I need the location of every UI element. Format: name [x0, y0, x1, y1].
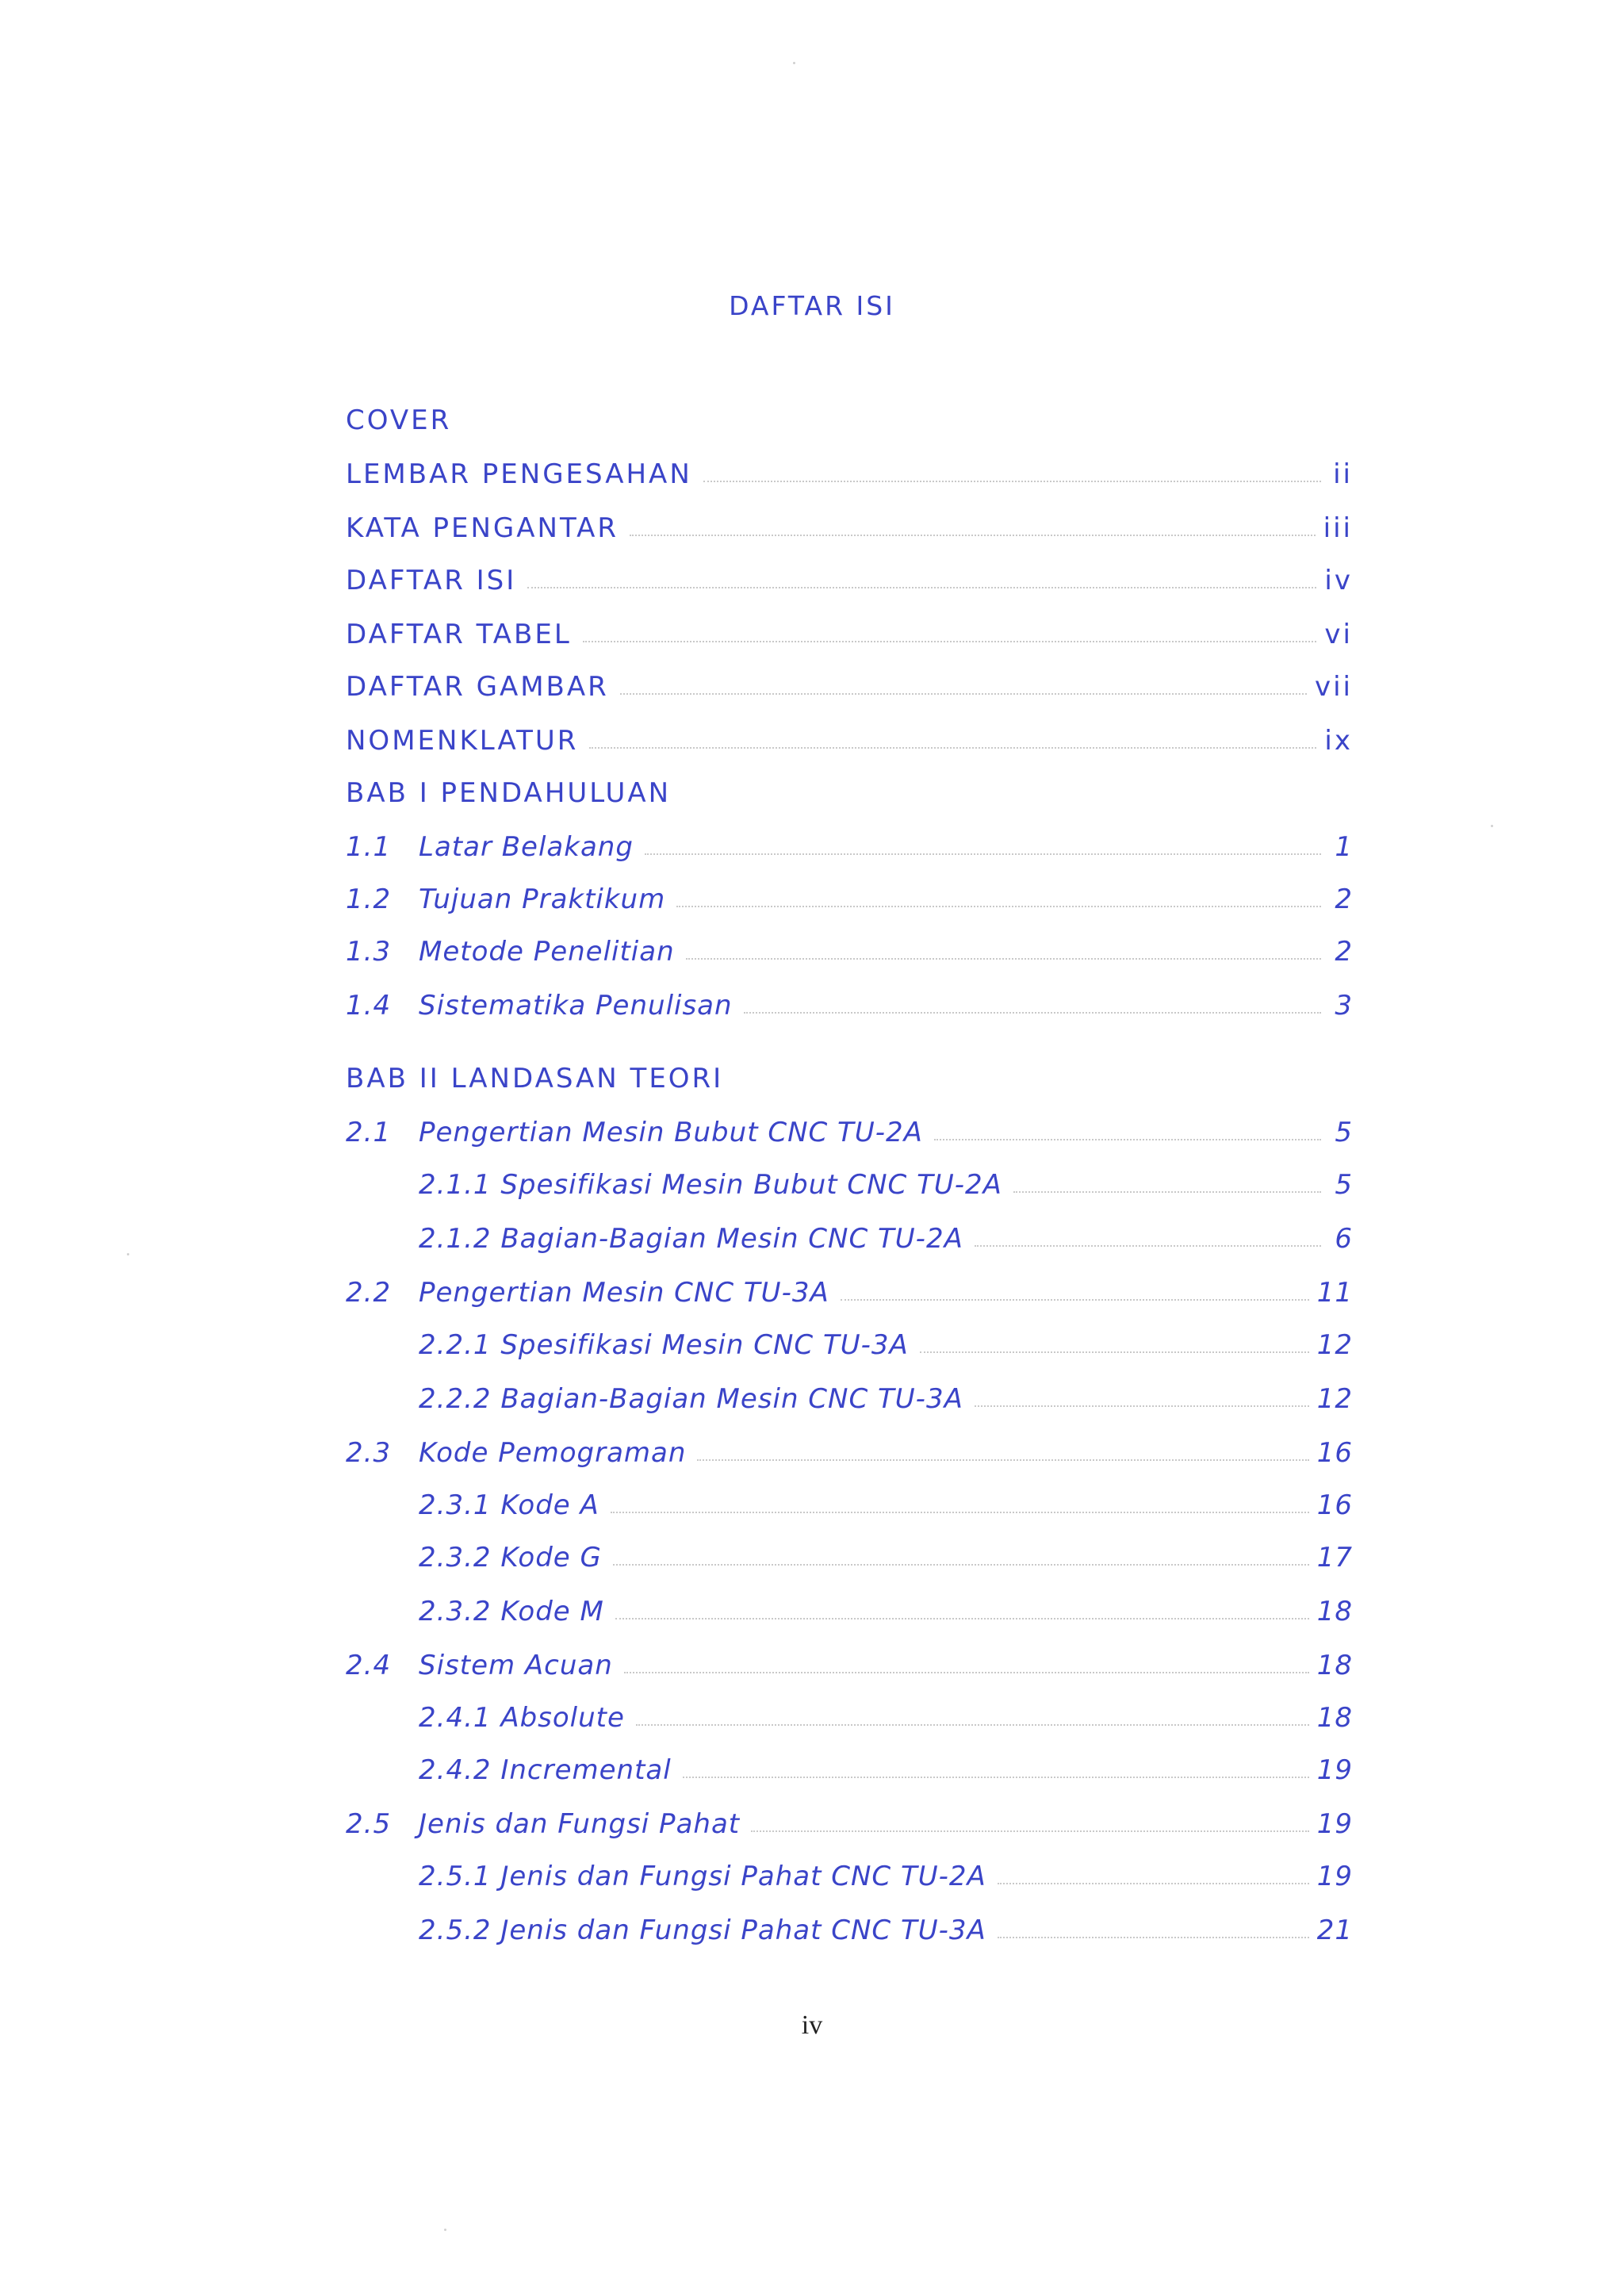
toc-entry-nomenklatur: [346, 715, 1353, 757]
toc-entry-2-1: [346, 1107, 1353, 1148]
dot-leader: [703, 480, 1321, 482]
toc-entry-1-2: [346, 874, 1353, 915]
toc-page-number: iii: [1323, 512, 1353, 544]
dot-leader: [645, 853, 1321, 855]
toc-label: 2.3.1 Kode A: [419, 1489, 599, 1521]
dot-leader: [624, 1671, 1309, 1673]
toc-label: LEMBAR PENGESAHAN: [346, 458, 692, 490]
toc-page-number: 18: [1316, 1650, 1353, 1681]
toc-label: Pengertian Mesin CNC TU-3A: [419, 1277, 829, 1309]
toc-label: 2.5.2 Jenis dan Fungsi Pahat CNC TU-3A: [419, 1915, 986, 1946]
toc-page-number: 21: [1316, 1915, 1353, 1946]
toc-label: DAFTAR GAMBAR: [346, 671, 609, 703]
scan-speck: [1491, 825, 1493, 827]
toc-page-number: 12: [1316, 1383, 1353, 1415]
toc-label: Kode Pemograman: [419, 1437, 687, 1469]
toc-section-number: 2.5: [346, 1808, 392, 1840]
toc-section-number: 1.1: [346, 831, 392, 863]
dot-leader: [620, 692, 1307, 695]
dot-leader: [589, 746, 1316, 749]
toc-label: 2.3.2 Kode M: [419, 1596, 604, 1627]
toc-entry-2-4: [346, 1640, 1353, 1681]
dot-leader: [1013, 1190, 1321, 1193]
scan-speck: [793, 62, 795, 64]
toc-section-number: 1.4: [346, 990, 392, 1022]
toc-entry-2-2-2: [419, 1374, 1353, 1415]
scan-speck: [127, 1253, 129, 1255]
toc-page-number: 1: [1335, 831, 1353, 863]
toc-label: Jenis dan Fungsi Pahat: [419, 1808, 741, 1840]
toc-label: 2.1.1 Spesifikasi Mesin Bubut CNC TU-2A: [419, 1169, 1002, 1201]
toc-entry-daftar-tabel: [346, 609, 1353, 650]
dot-leader: [676, 905, 1321, 907]
toc-label: 2.3.2 Kode G: [419, 1542, 602, 1573]
toc-page-number: 5: [1335, 1117, 1353, 1148]
toc-entry-daftar-isi: [346, 555, 1353, 596]
toc-page-number: 12: [1316, 1329, 1353, 1361]
toc-label: COVER: [346, 404, 452, 436]
dot-leader: [841, 1298, 1309, 1301]
dot-leader: [636, 1723, 1309, 1726]
toc-page-number: ix: [1324, 725, 1353, 757]
toc-label: 2.1.2 Bagian-Bagian Mesin CNC TU-2A: [419, 1223, 963, 1255]
toc-page-number: 11: [1316, 1277, 1353, 1309]
page-number: iv: [801, 2010, 823, 2040]
toc-entry-1-1: [346, 822, 1353, 863]
toc-entry-cover: [346, 395, 1353, 436]
toc-section-number: 2.2: [346, 1277, 392, 1309]
toc-section-number: 2.3: [346, 1437, 392, 1469]
dot-leader: [998, 1936, 1309, 1938]
dot-leader: [751, 1830, 1309, 1832]
toc-page-number: 18: [1316, 1596, 1353, 1627]
toc-chapter-bab-2: [346, 1053, 1353, 1094]
toc-entry-1-4: [346, 980, 1353, 1022]
toc-entry-daftar-gambar: [346, 661, 1353, 703]
toc-page-number: 3: [1335, 990, 1353, 1022]
toc-entry-2-5-2: [419, 1905, 1353, 1946]
toc-entry-2-1-2: [419, 1213, 1353, 1255]
toc-label: 2.5.1 Jenis dan Fungsi Pahat CNC TU-2A: [419, 1861, 986, 1892]
toc-chapter-bab-1: [346, 768, 1353, 809]
dot-leader: [630, 534, 1316, 536]
toc-entry-2-5: [346, 1799, 1353, 1840]
dot-leader: [613, 1563, 1309, 1566]
toc-entry-2-3-3: [419, 1586, 1353, 1627]
toc-label: Pengertian Mesin Bubut CNC TU-2A: [419, 1117, 923, 1148]
toc-label: Sistematika Penulisan: [419, 990, 733, 1022]
toc-page-number: vii: [1314, 671, 1353, 703]
toc-label: BAB I PENDAHULUAN: [346, 777, 672, 809]
page-title: DAFTAR ISI: [729, 290, 895, 321]
toc-label: 2.4.2 Incremental: [419, 1754, 672, 1786]
toc-section-number: 2.4: [346, 1650, 392, 1681]
dot-leader: [583, 640, 1317, 642]
dot-leader: [527, 586, 1316, 588]
dot-leader: [975, 1244, 1321, 1247]
dot-leader: [744, 1011, 1321, 1014]
dot-leader: [686, 957, 1321, 960]
toc-label: Latar Belakang: [419, 831, 634, 863]
toc-page-number: 18: [1316, 1702, 1353, 1734]
toc-entry-2-2-1: [419, 1320, 1353, 1361]
toc-label: DAFTAR ISI: [346, 565, 517, 596]
toc-section-number: 1.2: [346, 884, 392, 915]
toc-label: 2.2.1 Spesifikasi Mesin CNC TU-3A: [419, 1329, 909, 1361]
toc-label: 2.4.1 Absolute: [419, 1702, 625, 1734]
toc-page-number: 6: [1335, 1223, 1353, 1255]
toc-entry-2-2: [346, 1267, 1353, 1309]
toc-label: Metode Penelitian: [419, 936, 675, 968]
toc-page-number: 19: [1316, 1861, 1353, 1892]
toc-page-number: 19: [1316, 1808, 1353, 1840]
toc-label: Sistem Acuan: [419, 1650, 613, 1681]
dot-leader: [615, 1617, 1309, 1619]
toc-page-number: 16: [1316, 1489, 1353, 1521]
toc-section-number: 2.1: [346, 1117, 392, 1148]
toc-page-number: 2: [1335, 936, 1353, 968]
toc-label: Tujuan Praktikum: [419, 884, 666, 915]
toc-entry-2-3-2: [419, 1532, 1353, 1573]
toc-label: 2.2.2 Bagian-Bagian Mesin CNC TU-3A: [419, 1383, 963, 1415]
toc-entry-2-4-2: [419, 1745, 1353, 1786]
scan-speck: [444, 2229, 446, 2231]
toc-entry-lembar-pengesahan: [346, 449, 1353, 490]
toc-entry-2-5-1: [419, 1851, 1353, 1892]
dot-leader: [920, 1351, 1309, 1353]
toc-page-number: 17: [1316, 1542, 1353, 1573]
toc-page-number: 2: [1335, 884, 1353, 915]
dot-leader: [934, 1138, 1321, 1140]
toc-section-number: 1.3: [346, 936, 392, 968]
toc-entry-1-3: [346, 926, 1353, 968]
toc-page-number: iv: [1324, 565, 1353, 596]
dot-leader: [683, 1776, 1309, 1778]
toc-label: NOMENKLATUR: [346, 725, 579, 757]
toc-entry-kata-pengantar: [346, 503, 1353, 544]
dot-leader: [697, 1458, 1308, 1461]
toc-label: BAB II LANDASAN TEORI: [346, 1063, 724, 1094]
toc-label: DAFTAR TABEL: [346, 619, 572, 650]
toc-entry-2-3: [346, 1428, 1353, 1469]
toc-entry-2-3-1: [419, 1480, 1353, 1521]
toc-page-number: ii: [1333, 458, 1353, 490]
dot-leader: [998, 1882, 1309, 1884]
toc-entry-2-4-1: [419, 1692, 1353, 1734]
toc-page-number: 5: [1335, 1169, 1353, 1201]
toc-page-number: 19: [1316, 1754, 1353, 1786]
toc-page-number: 16: [1316, 1437, 1353, 1469]
toc-label: KATA PENGANTAR: [346, 512, 619, 544]
toc-page-number: vi: [1324, 619, 1353, 650]
dot-leader: [611, 1511, 1309, 1513]
toc-entry-2-1-1: [419, 1159, 1353, 1201]
dot-leader: [975, 1405, 1309, 1407]
